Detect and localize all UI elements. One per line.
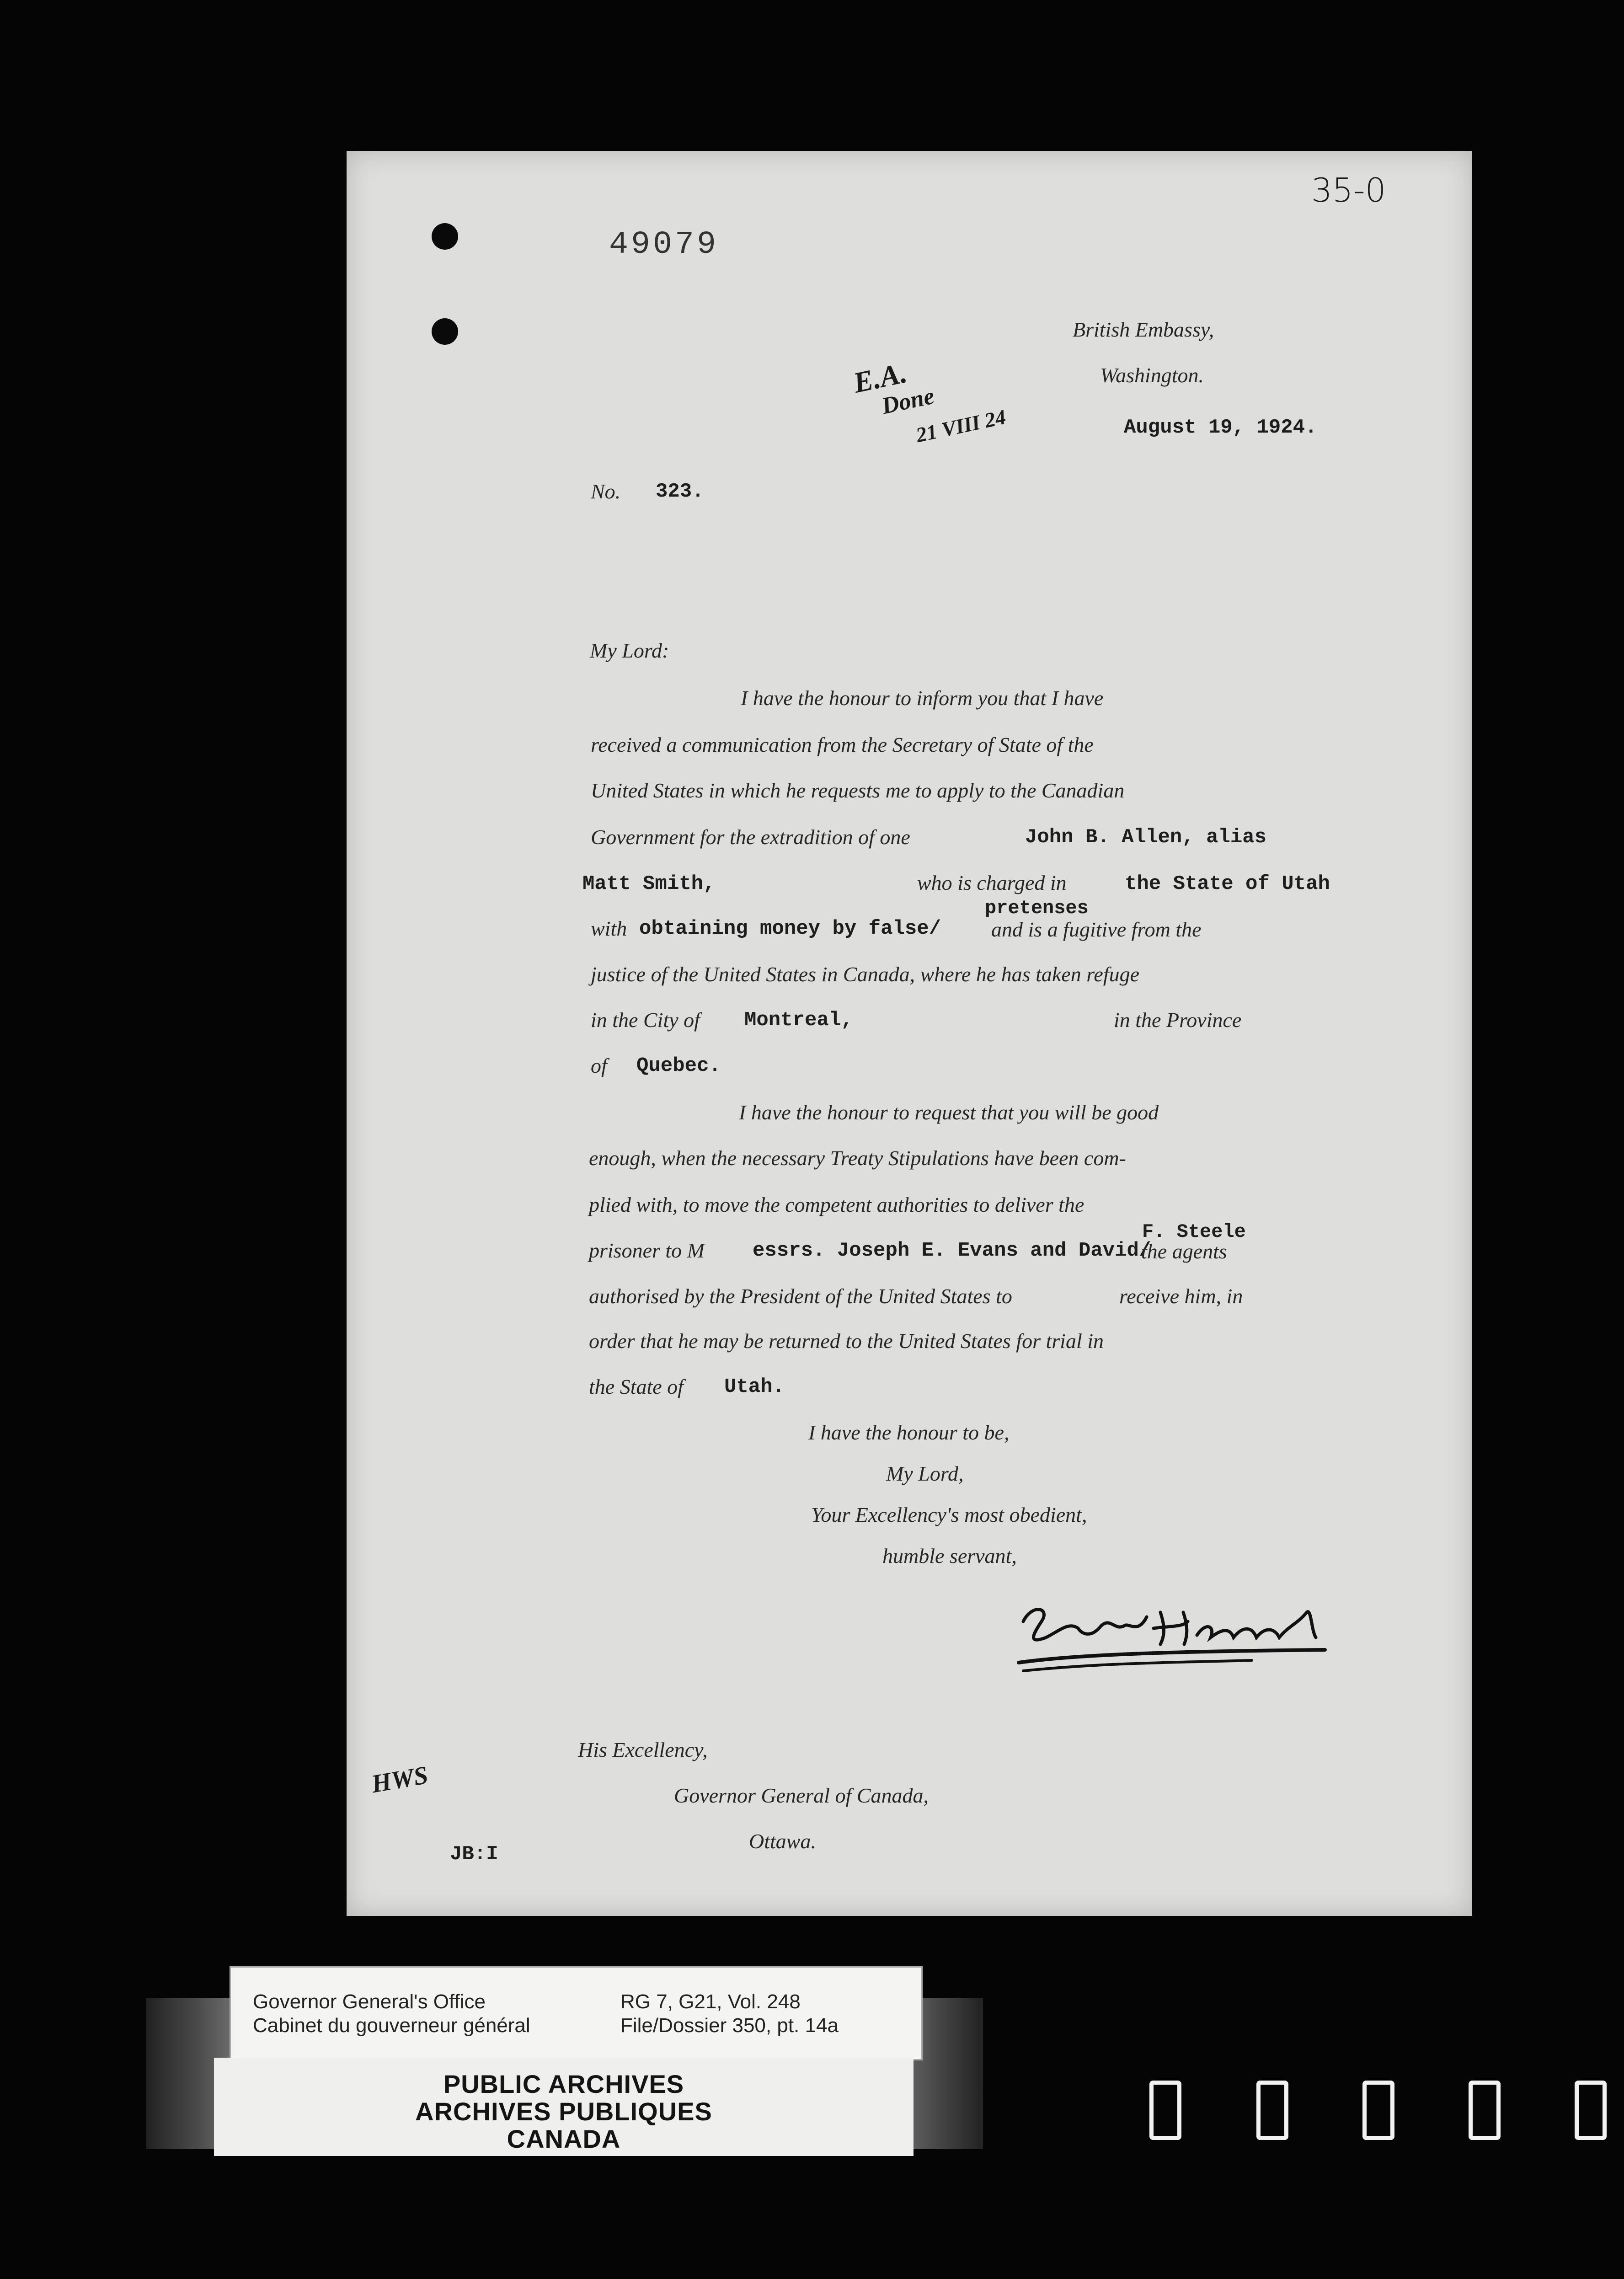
letter-date: August 19, 1924. xyxy=(1124,416,1317,439)
body-line: and is a fugitive from the xyxy=(991,918,1202,941)
body-line: plied with, to move the competent authorities to deliver the xyxy=(589,1193,1084,1216)
closing-line: humble servant, xyxy=(882,1544,1017,1567)
archives-english: PUBLIC ARCHIVES xyxy=(443,2070,684,2098)
archives-french: ARCHIVES PUBLIQUES xyxy=(415,2097,712,2126)
counter-digit xyxy=(1362,2081,1394,2140)
office-english: Governor General's Office xyxy=(253,1990,486,2013)
body-line: I have the honour to request that you will be good xyxy=(739,1101,1159,1124)
body-line: of xyxy=(591,1054,607,1077)
reference-label: No. xyxy=(591,480,621,503)
refuge-city: Montreal, xyxy=(744,1009,853,1032)
closing-line: Your Excellency's most obedient, xyxy=(811,1503,1087,1526)
punch-hole-top xyxy=(432,223,458,250)
note-line-2: Done xyxy=(879,383,937,420)
note-line-1: E.A. xyxy=(850,356,910,399)
body-line: enough, when the necessary Treaty Stipulations have been com- xyxy=(589,1146,1126,1170)
body-line: in the City of xyxy=(591,1008,700,1032)
handwritten-initials: HWS xyxy=(369,1760,430,1799)
body-line: with xyxy=(591,917,627,940)
counter-digit xyxy=(1256,2081,1288,2140)
archive-reference: RG 7, G21, Vol. 248 xyxy=(620,1990,801,2013)
addressee-line: Governor General of Canada, xyxy=(674,1784,929,1807)
punch-hole-bottom xyxy=(432,318,458,345)
salutation: My Lord: xyxy=(590,639,669,662)
archive-reference-label xyxy=(230,1966,923,2060)
sender-line-2: Washington. xyxy=(1100,364,1204,387)
body-line: prisoner to M xyxy=(589,1239,705,1262)
public-archives-stamp xyxy=(214,2058,914,2156)
inserted-word: pretenses xyxy=(985,897,1089,919)
corner-handwritten-note: 35-0 xyxy=(1311,171,1386,209)
letter-page xyxy=(347,151,1472,1916)
trial-state: Utah. xyxy=(724,1375,785,1398)
closing-line: I have the honour to be, xyxy=(808,1421,1010,1444)
counter-digit xyxy=(1149,2081,1181,2140)
note-line-3: 21 VIII 24 xyxy=(914,405,1008,447)
signature xyxy=(1014,1594,1334,1685)
body-line: I have the honour to inform you that I have xyxy=(741,686,1104,710)
body-line: the State of xyxy=(589,1375,684,1398)
refuge-province: Quebec. xyxy=(636,1054,721,1077)
fugitive-alias: Matt Smith, xyxy=(582,872,716,895)
office-french: Cabinet du gouverneur général xyxy=(253,2014,530,2037)
sender-line-1: British Embassy, xyxy=(1073,318,1214,341)
addressee-line: Ottawa. xyxy=(749,1830,816,1853)
body-line: Government for the extradition of one xyxy=(591,825,910,849)
body-line: in the Province xyxy=(1114,1008,1242,1032)
signature-scribble xyxy=(1014,1594,1334,1685)
counter-digit xyxy=(1575,2081,1607,2140)
charging-state: the State of Utah xyxy=(1125,872,1330,895)
archive-file: File/Dossier 350, pt. 14a xyxy=(620,2014,839,2037)
typist-initials: JB:I xyxy=(450,1843,498,1866)
reference-number: 323. xyxy=(656,480,704,503)
body-line: who is charged in xyxy=(917,871,1067,894)
body-line: received a communication from the Secretary of State of the xyxy=(591,733,1094,756)
handwritten-processing-note xyxy=(846,339,1009,502)
closing-line: My Lord, xyxy=(886,1462,964,1485)
counter-digit xyxy=(1469,2081,1501,2140)
body-line: receive him, in xyxy=(1119,1284,1243,1308)
body-line: authorised by the President of the United States to xyxy=(589,1284,1012,1308)
body-line: United States in which he requests me to apply to the Canadian xyxy=(591,779,1125,802)
body-line: justice of the United States in Canada, where he has taken refuge xyxy=(591,963,1140,986)
document-number-stamp: 49079 xyxy=(609,227,719,263)
inserted-name: F. Steele xyxy=(1142,1221,1246,1243)
body-line: order that he may be returned to the United States for trial in xyxy=(589,1329,1104,1353)
fugitive-name: John B. Allen, alias xyxy=(1025,826,1267,849)
addressee-line: His Excellency, xyxy=(578,1738,708,1761)
charge-text: obtaining money by false/ xyxy=(639,917,941,940)
agents-names: essrs. Joseph E. Evans and David/ xyxy=(753,1239,1151,1262)
body-line: the agents xyxy=(1141,1240,1227,1263)
archives-country: CANADA xyxy=(507,2124,621,2153)
